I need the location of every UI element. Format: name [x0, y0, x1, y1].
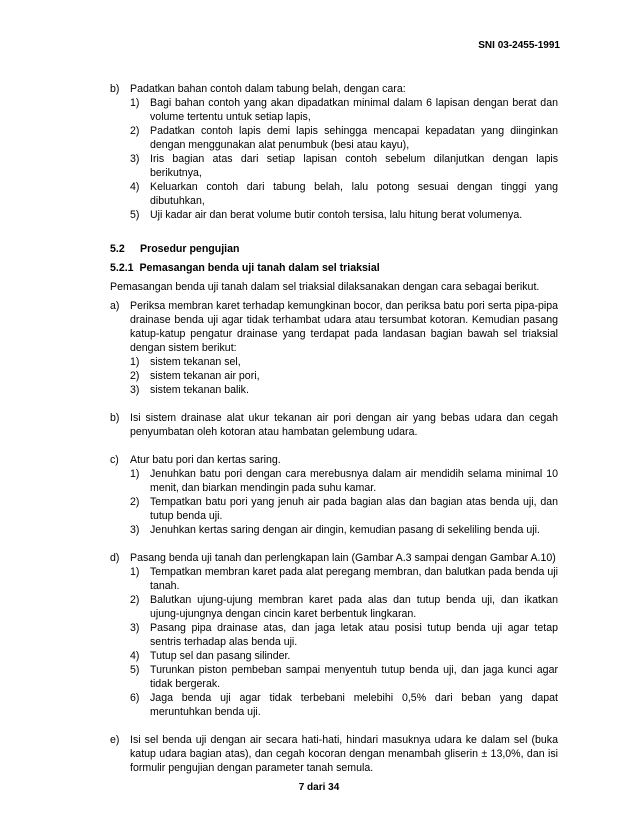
- item-label: b): [110, 83, 120, 95]
- sub-step: 3) Iris bagian atas dari setiap lapisan contoh sebelum dilanjutkan dengan lapis berikutnya,: [130, 153, 558, 179]
- sub-step: 1) Bagi bahan contoh yang akan dipadatkan minimal dalam 6 lapisan dengan berat dan volume tertentu untuk setiap lapis,: [130, 97, 558, 123]
- page-content: [110, 82, 558, 775]
- item-text: Padatkan bahan contoh dalam tabung belah, dengan cara:: [130, 83, 406, 95]
- item-text: Atur batu pori dan kertas saring.: [130, 454, 281, 466]
- item-text: Pasang benda uji tanah dan perlengkapan lain (Gambar A.3 sampai dengan Gambar A.10): [130, 552, 556, 564]
- item-text: Isi sel benda uji dengan air secara hati-hati, hindari masuknya udara ke dalam sel (buka katup udara bagian atas), dan cegah kocoran dengan menambah gliserin ± 13,0%, dan isi formulir pengujian dengan parameter tanah semula.: [130, 734, 558, 774]
- item-label: d): [110, 552, 120, 564]
- sub-step: 3) sistem tekanan balik.: [130, 384, 249, 396]
- sub-step: 5) Turunkan piston pembeban sampai menyentuh tutup benda uji, dan jaga kunci agar tidak bergerak.: [130, 664, 558, 690]
- sub-step: 1) Tempatkan membran karet pada alat peregang membran, dan balutkan pada benda uji tanah.: [130, 566, 558, 592]
- sub-step: 2) Tempatkan batu pori yang jenuh air pada bagian alas dan bagian atas benda uji, dan tutup benda uji.: [130, 496, 558, 522]
- sub-step: 3) Pasang pipa drainase atas, dan jaga letak atau posisi tutup benda uji agar tetap sentris terhadap alas benda uji.: [130, 622, 558, 648]
- sub-step: 3) Jenuhkan kertas saring dengan air dingin, kemudian pasang di sekeliling benda uji.: [130, 524, 540, 536]
- list-item-b-padatkan: [110, 82, 558, 96]
- sub-step: 1) sistem tekanan sel,: [130, 356, 241, 368]
- item-label: b): [110, 412, 120, 424]
- item-text: Periksa membran karet terhadap kemungkinan bocor, dan periksa batu pori serta pipa-pipa drainase benda uji agar tidak terhambat udara atau tersumbat kotoran. Kemudian pasang katup-katup pengatur drainase yang terdapat pada landasan bagian bawah sel triaksial dengan sistem berikut:: [130, 300, 558, 354]
- list-item-a: [110, 299, 558, 355]
- list-item-e: [110, 733, 558, 775]
- item-label: c): [110, 454, 119, 466]
- sub-step: 1) Jenuhkan batu pori dengan cara merebusnya dalam air mendidih selama minimal 10 menit, dan biarkan mendingin pada suhu kamar.: [130, 468, 558, 494]
- list-item-d: [110, 551, 558, 565]
- section-heading: [110, 242, 558, 256]
- intro-paragraph: Pemasangan benda uji tanah dalam sel triaksial dilaksanakan dengan cara sebagai berikut.: [110, 281, 540, 293]
- sub-step: 4) Tutup sel dan pasang silinder.: [130, 650, 291, 662]
- item-label: a): [110, 300, 120, 312]
- subsection-heading: 5.2.1 Pemasangan benda uji tanah dalam sel triaksial: [110, 262, 380, 274]
- page-number-footer: 7 dari 34: [298, 782, 340, 793]
- sub-step: 5) Uji kadar air dan berat volume butir contoh tersisa, lalu hitung berat volumenya.: [130, 209, 523, 221]
- sub-step: 2) sistem tekanan air pori,: [130, 370, 260, 382]
- item-label: e): [110, 734, 120, 746]
- document-code-header: SNI 03-2455-1991: [478, 40, 560, 51]
- sub-step: 6) Jaga benda uji agar tidak terbebani melebihi 0,5% dari beban yang dapat meruntuhkan benda uji.: [130, 692, 558, 718]
- sub-step: 4) Keluarkan contoh dari tabung belah, lalu potong sesuai dengan tinggi yang dibutuhkan,: [130, 181, 558, 207]
- section-number: 5.2: [110, 243, 125, 255]
- item-text: Isi sistem drainase alat ukur tekanan air pori dengan air yang bebas udara dan cegah penyumbatan oleh kotoran atau hambatan gelembung udara.: [130, 412, 558, 438]
- sub-step: 2) Padatkan contoh lapis demi lapis sehingga mencapai kepadatan yang diinginkan dengan menggunakan alat penumbuk (besi atau kayu),: [130, 125, 558, 151]
- section-title: Prosedur pengujian: [140, 243, 240, 255]
- list-item-c: [110, 453, 558, 467]
- sub-step: 2) Balutkan ujung-ujung membran karet pada alas dan tutup benda uji, dan ikatkan ujung-ujungnya dengan cincin karet berbentuk lingkaran.: [130, 594, 558, 620]
- list-item-b-drainase: [110, 411, 558, 439]
